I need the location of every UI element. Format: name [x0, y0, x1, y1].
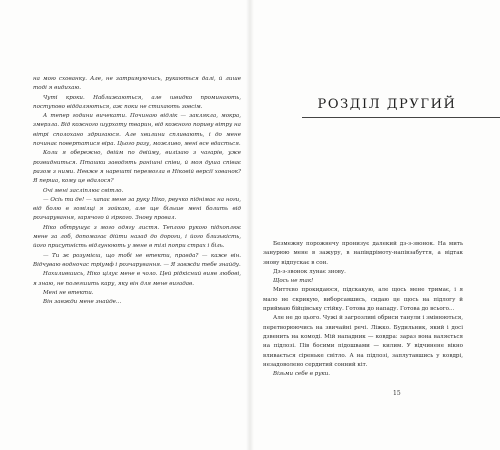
- right-page: [252, 0, 500, 450]
- chapter-title: РОЗДІЛ ДРУГИЙ: [317, 97, 457, 112]
- paragraph: — Ти ж розумієш, що тобі не втекти, правда? — каже він. Відчуваю водночас тріумф і розчарування. — Я завжди тебе знайду.: [33, 252, 241, 268]
- paragraph: на мою схованку. Але, не затримуючись, рукаються далі, й лише тоді я видихаю.: [33, 76, 241, 92]
- paragraph: Щось не так!: [273, 278, 314, 285]
- paragraph: Мені не втекти.: [43, 289, 94, 296]
- paragraph: Безмежну порожнечу пронизує далекий дз-з-звонок. На мить занурюю мене в зажуру, в напівдрімоту-напівзабуття, а відтак знову відпускає в сон.: [263, 241, 463, 266]
- paragraph: Але не до цього. Чужі й загрозливі обриси танули і змінюються, перетворюючись на звичайні речі. Ліжко. Будильник, який і досі дзвенить на комоді. Мій нападник — ковдра: зараз вона валяється на підлозі. Пів босими підошвами — килим. У відчинене вікно вливається сіреньке світло. А на підлозі, заплутавшись у ковдрі, незадоволено сердитий сонний кіт.: [263, 315, 463, 368]
- left-page-body: [33, 75, 241, 307]
- paragraph: Миттєво прокидаюся, підскакую, але щось мене тримає, і я мало не скрикую, вибоpсавшись, сидаю це щось на підлогу й приймаю бійцівську стійку. Готова до нападу. Готова до всього...: [263, 287, 463, 313]
- paragraph: — Осіь ти де! — хапає мене за руку Ніко, рвучко піднімає на ноги, від болю в гомілці я зойкаю, але ще більше мені болить від розчарування, гарячого й гіркого. Знову провал.: [33, 196, 241, 222]
- paragraph: Візьми себе в руки.: [273, 371, 331, 378]
- paragraph: Ніко обтрушує з мого одягу листя. Теплою рукою підхоплює мене за лоб, допомагає дійти назад до дороги, і його близькість, його присутність відлунюють у мене в тілі попри страх і біль.: [33, 224, 241, 250]
- chapter-title-rule: [302, 117, 500, 118]
- left-page: [0, 0, 248, 450]
- paragraph: Дз-з-звонок лунає знову.: [273, 268, 346, 275]
- paragraph: Нахилившись, Ніко цілує мене в чоло. Цей рідкісний вияв любові, я знаю, не полегшить кару, яку він для мене вигадав.: [33, 271, 241, 287]
- right-page-body: [263, 240, 463, 379]
- paragraph: Він завжди мене знайде...: [43, 299, 122, 306]
- paragraph: Чуті кроки. Наближаються, але швидко проминають, поступово віддаляються, аж поки не стихають зовсім.: [33, 94, 241, 110]
- page-number: 15: [393, 390, 401, 397]
- paragraph: Очі мені засліплює світло.: [43, 187, 124, 194]
- paragraph: Коли я обережно, двійм по двійму, вилізаю з чагарів, уже розвидниться. Пташки заводять ранішні співи, й моя душа співає разом з ними. Невже я нарешті перемогла в Ніковій версії хованок? Я перша, кому це вдалося?: [33, 150, 241, 185]
- paragraph: А тепер години вичекати. Починаю відлік — заклякла, мокра, змерзла. Від кожного шурхоту тварин, від кожного пориву вітру на вітрі сполохано здригаюся. Але хвилини спливають, і до мене починає повертатися віра. Цього разу, можливо, мені все вдасться.: [33, 113, 241, 148]
